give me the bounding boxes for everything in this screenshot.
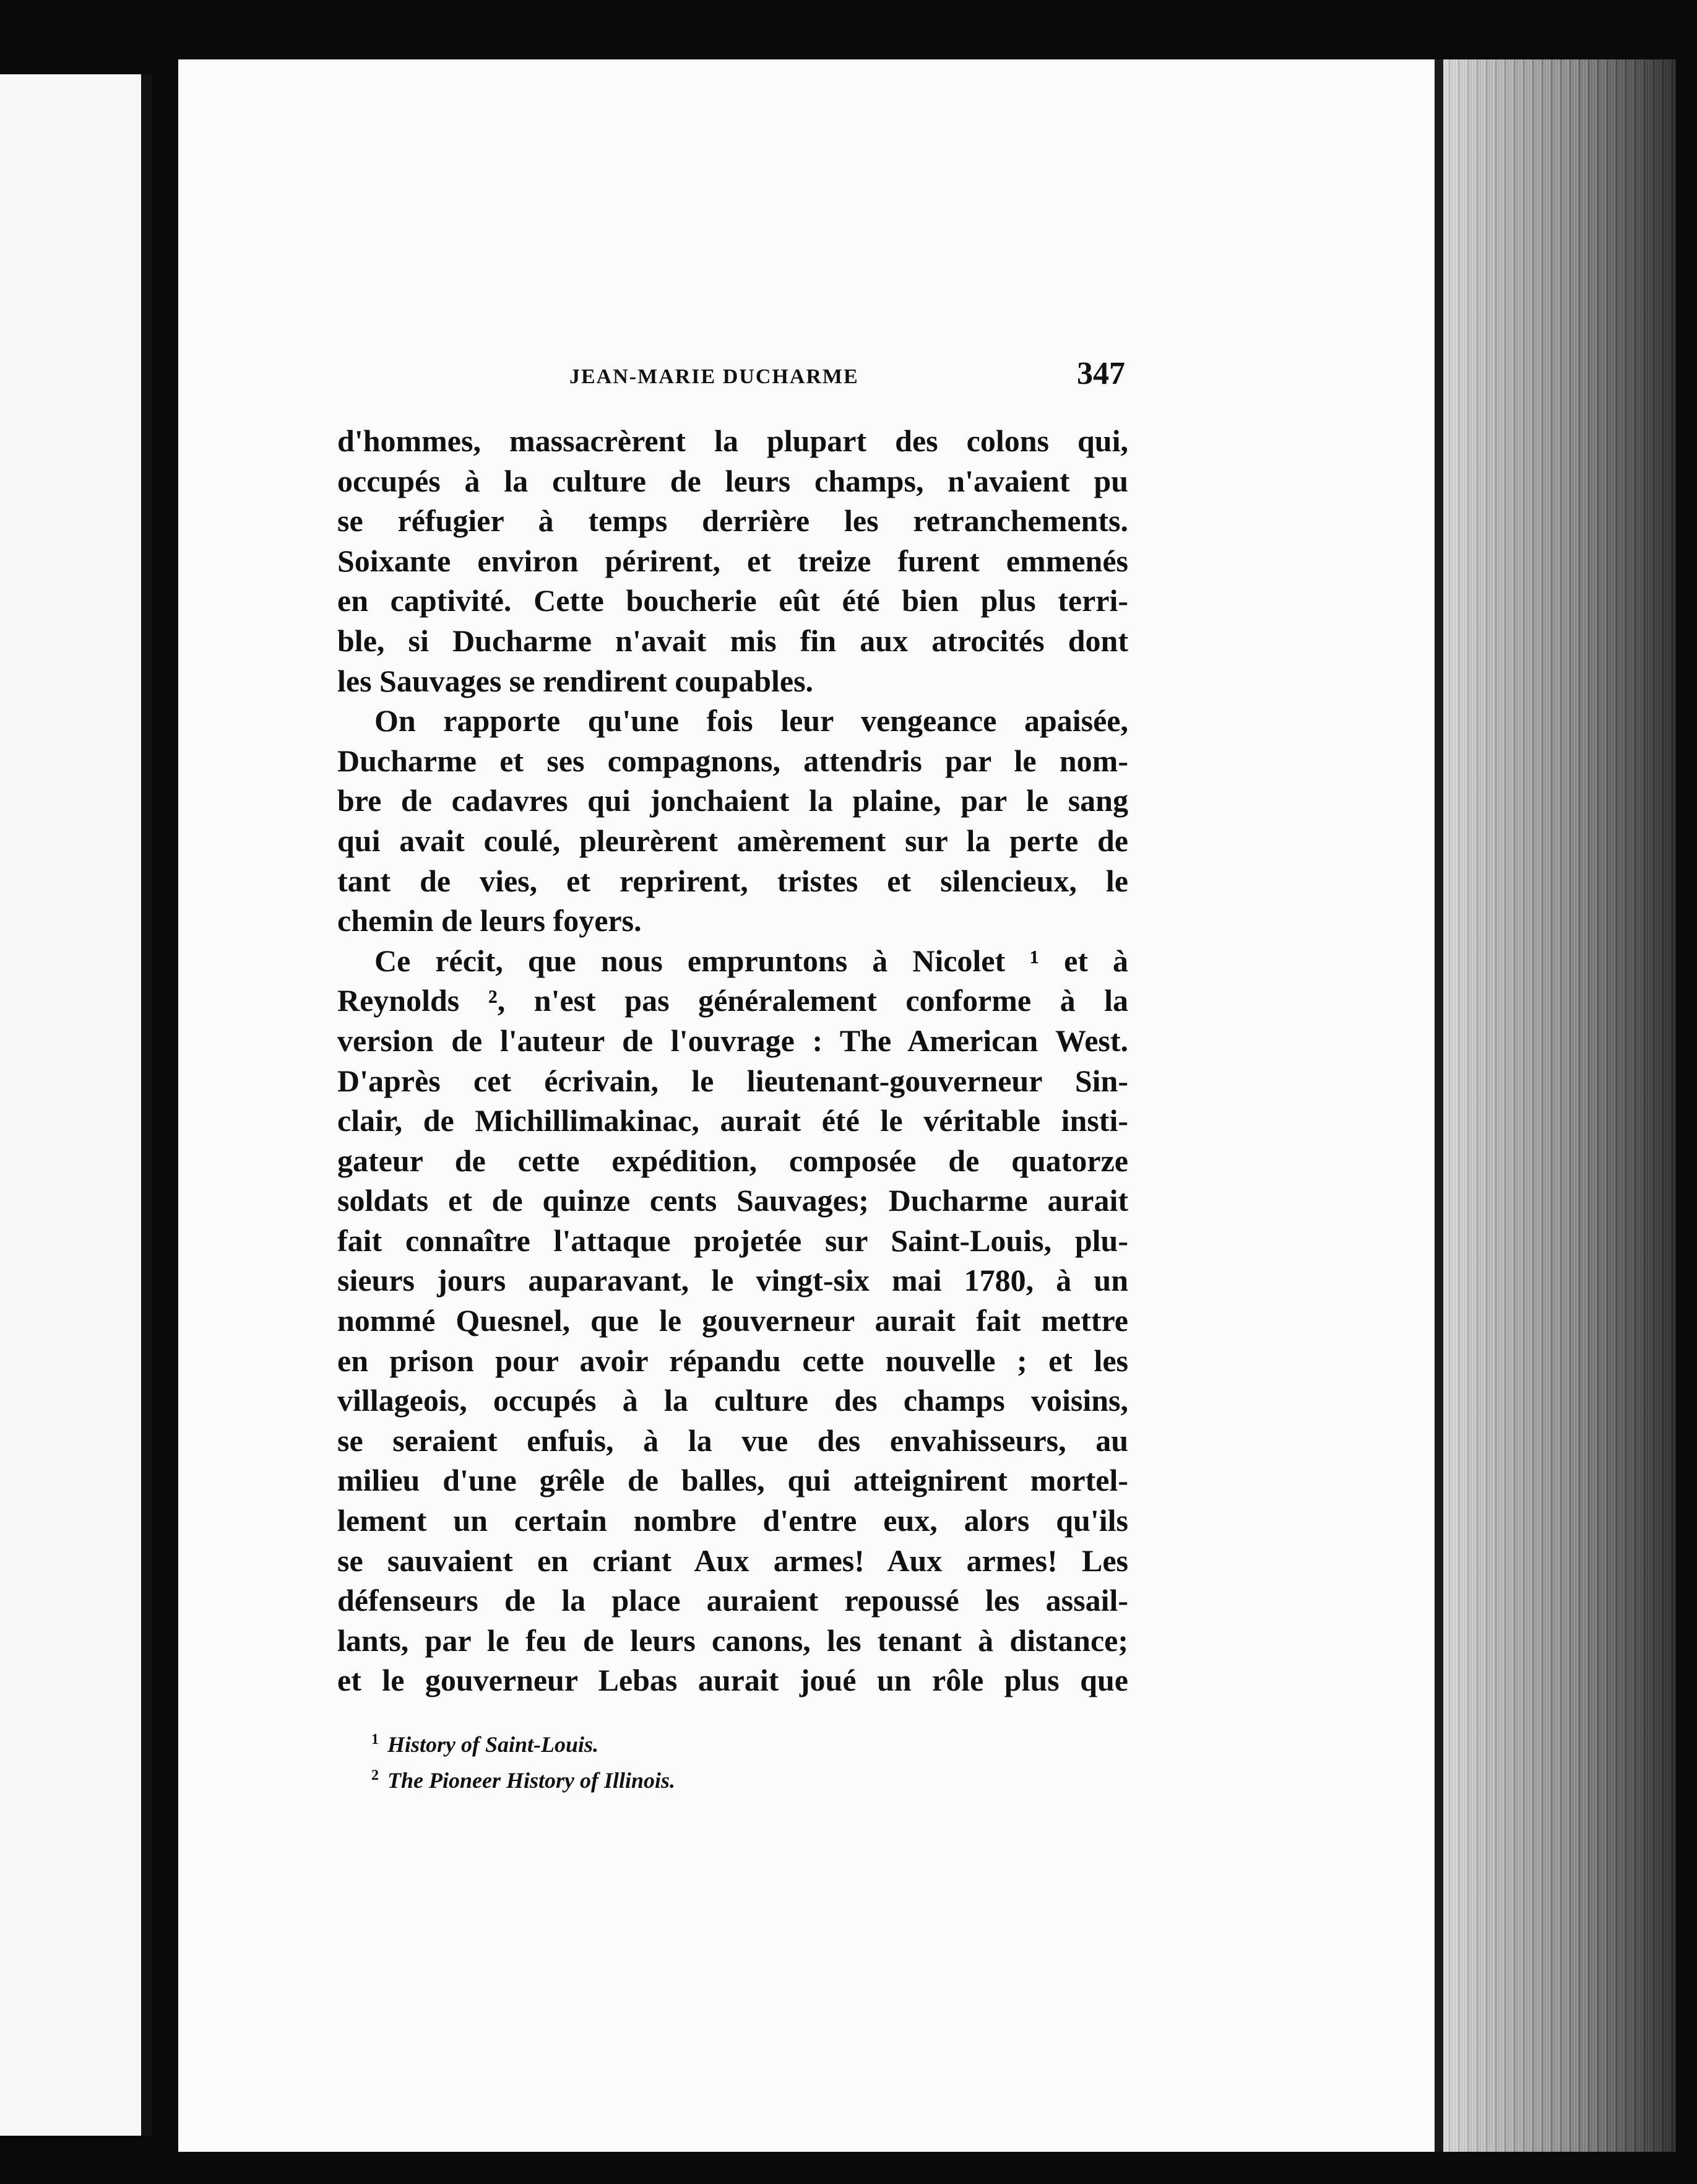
text-line: qui avait coulé, pleurèrent amèrement sur la perte de: [337, 823, 1128, 858]
text-line: nommé Quesnel, que le gouverneur aurait fait mettre: [337, 1303, 1128, 1338]
text-line: en prison pour avoir répandu cette nouvelle ; et les: [337, 1343, 1128, 1378]
text-line: Soixante environ périrent, et treize furent emmenés: [337, 543, 1128, 578]
text-line: Ducharme et ses compagnons, attendris par le nom-: [337, 743, 1128, 778]
text-line: lants, par le feu de leurs canons, les tenant à distance;: [337, 1623, 1128, 1658]
text-line: se seraient enfuis, à la vue des envahisseurs, au: [337, 1423, 1128, 1458]
text-line: se sauvaient en criant Aux armes! Aux armes! Les: [337, 1543, 1128, 1578]
text-line: gateur de cette expédition, composée de quatorze: [337, 1143, 1128, 1178]
text-line: les Sauvages se rendirent coupables.: [337, 663, 814, 698]
footnote: [371, 1760, 1114, 1796]
page-block-edges: [1435, 59, 1676, 2152]
text-line: chemin de leurs foyers.: [337, 903, 642, 938]
text-line: fait connaître l'attaque projetée sur Saint-Louis, plu-: [337, 1223, 1128, 1258]
footnotes: [371, 1724, 1114, 1796]
text-line: D'après cet écrivain, le lieutenant-gouverneur Sin-: [337, 1063, 1128, 1098]
footnote: [371, 1724, 1114, 1760]
text-line: sieurs jours auparavant, le vingt-six mai 1780, à un: [337, 1263, 1128, 1298]
text-line: bre de cadavres qui jonchaient la plaine, par le sang: [337, 783, 1128, 818]
text-line: tant de vies, et reprirent, tristes et silencieux, le: [337, 863, 1128, 898]
text-line: en captivité. Cette boucherie eût été bien plus terri-: [337, 583, 1128, 618]
text-line: ble, si Ducharme n'avait mis fin aux atrocités dont: [337, 623, 1128, 658]
footnote-mark: 1: [371, 1731, 379, 1748]
facing-page-edge: [0, 74, 152, 2136]
text-line: milieu d'une grêle de balles, qui atteignirent mortel-: [337, 1463, 1128, 1498]
footnote-text: History of Saint-Louis.: [387, 1732, 599, 1757]
text-line: Reynolds ², n'est pas généralement conforme à la: [337, 983, 1128, 1018]
text-line: se réfugier à temps derrière les retranchements.: [337, 503, 1128, 539]
footnote-mark: 2: [371, 1767, 379, 1783]
paragraph: [337, 421, 1128, 701]
paragraph: [337, 941, 1128, 1701]
text-line: lement un certain nombre d'entre eux, alors qu'ils: [337, 1503, 1128, 1538]
page-edge-shadow: [1435, 59, 1443, 2152]
paragraph: [337, 701, 1128, 941]
footnote-text: The Pioneer History of Illinois.: [387, 1768, 676, 1793]
text-line: défenseurs de la place auraient repoussé les assail-: [337, 1583, 1128, 1618]
running-title: JEAN-MARIE DUCHARME: [569, 365, 859, 388]
text-line: On rapporte qu'une fois leur vengeance apaisée,: [374, 703, 1128, 739]
running-head: [334, 355, 1125, 392]
text-line: clair, de Michillimakinac, aurait été le véritable insti-: [337, 1103, 1128, 1138]
text-line: villageois, occupés à la culture des champs voisins,: [337, 1383, 1128, 1418]
text-line: et le gouverneur Lebas aurait joué un rôle plus que: [337, 1663, 1128, 1698]
text-line: d'hommes, massacrèrent la plupart des colons qui,: [337, 423, 1128, 458]
page-number: 347: [1077, 356, 1125, 391]
text-line: Ce récit, que nous empruntons à Nicolet ¹ et à: [374, 943, 1128, 978]
body-text: [337, 421, 1128, 1701]
text-line: soldats et de quinze cents Sauvages; Ducharme aurait: [337, 1183, 1128, 1218]
text-line: version de l'auteur de l'ouvrage : The American West.: [337, 1023, 1128, 1058]
text-line: occupés à la culture de leurs champs, n'avaient pu: [337, 463, 1128, 498]
